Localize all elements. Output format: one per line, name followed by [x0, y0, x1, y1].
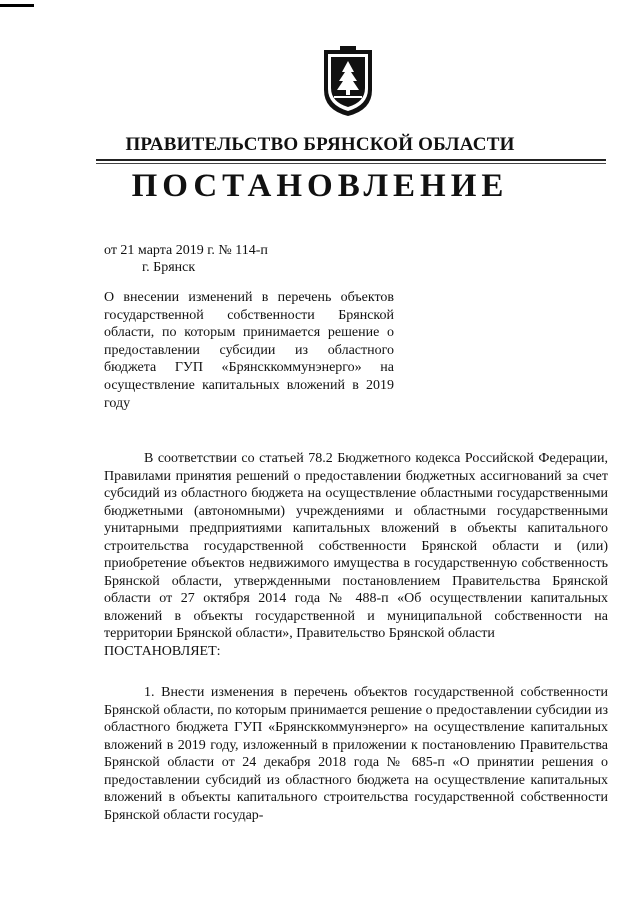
document-body: [104, 450, 608, 824]
header-rule-thick: [96, 159, 606, 161]
date-number-line: от 21 марта 2019 г. № 114-п: [104, 243, 268, 258]
city: г. Брянск: [142, 260, 196, 275]
scan-mark: [0, 4, 34, 7]
subject-text: О внесении изменений в перечень объектов государственной собственности Брянской области, по которым принимается решение о предоставлении субсидии из областного бюджета ГУП «Брянсккоммунэнерго» на осуществление капитальных вложений в 2019 году: [104, 290, 394, 411]
organization-name: ПРАВИТЕЛЬСТВО БРЯНСКОЙ ОБЛАСТИ: [125, 134, 515, 155]
preamble-paragraph: В соответствии со статьей 78.2 Бюджетного кодекса Российской Федерации, Правилами принятия решений о предоставлении бюджетных ассигнований за счет субсидий из областного бюджета на осуществление областными государственными бюджетными (автономными) учреждениями и областными государственными унитарными предприятиями капитальных вложений в объекты капитального строительства государственной собственности Брянской области и (или) приобретение объектов недвижимого имущества в государственную собственность Брянской области, утвержденными постановлением Правительства Брянской области от 27 октября 2014 года № 488-п «Об осуществлении капитальных вложений в объекты государственной и муниципальной собственности на территории Брянской области», Правительство Брянской области: [104, 451, 608, 641]
document-subject: [104, 289, 394, 412]
item-1-paragraph: 1. Внести изменения в перечень объектов государственной собственности Брянской области, по которым принимается решение о предоставлении субсидии из областного бюджета ГУП «Брянсккоммунэнерго» на осуществление капитальных вложений в 2019 году, изложенный в приложении к постановлению Правительства Брянской области от 24 декабря 2018 года № 685-п «О принятии решения о предоставлении субсидий из областного бюджета на осуществление капитальных вложений в объекты капитального строительства государственной собственности Брянской области государ-: [104, 685, 608, 823]
document-type: ПОСТАНОВЛЕНИЕ: [131, 168, 509, 204]
header-rule-thin: [96, 163, 606, 164]
resolves-heading: ПОСТАНОВЛЯЕТ:: [104, 643, 221, 659]
coat-of-arms-icon: [320, 46, 376, 118]
